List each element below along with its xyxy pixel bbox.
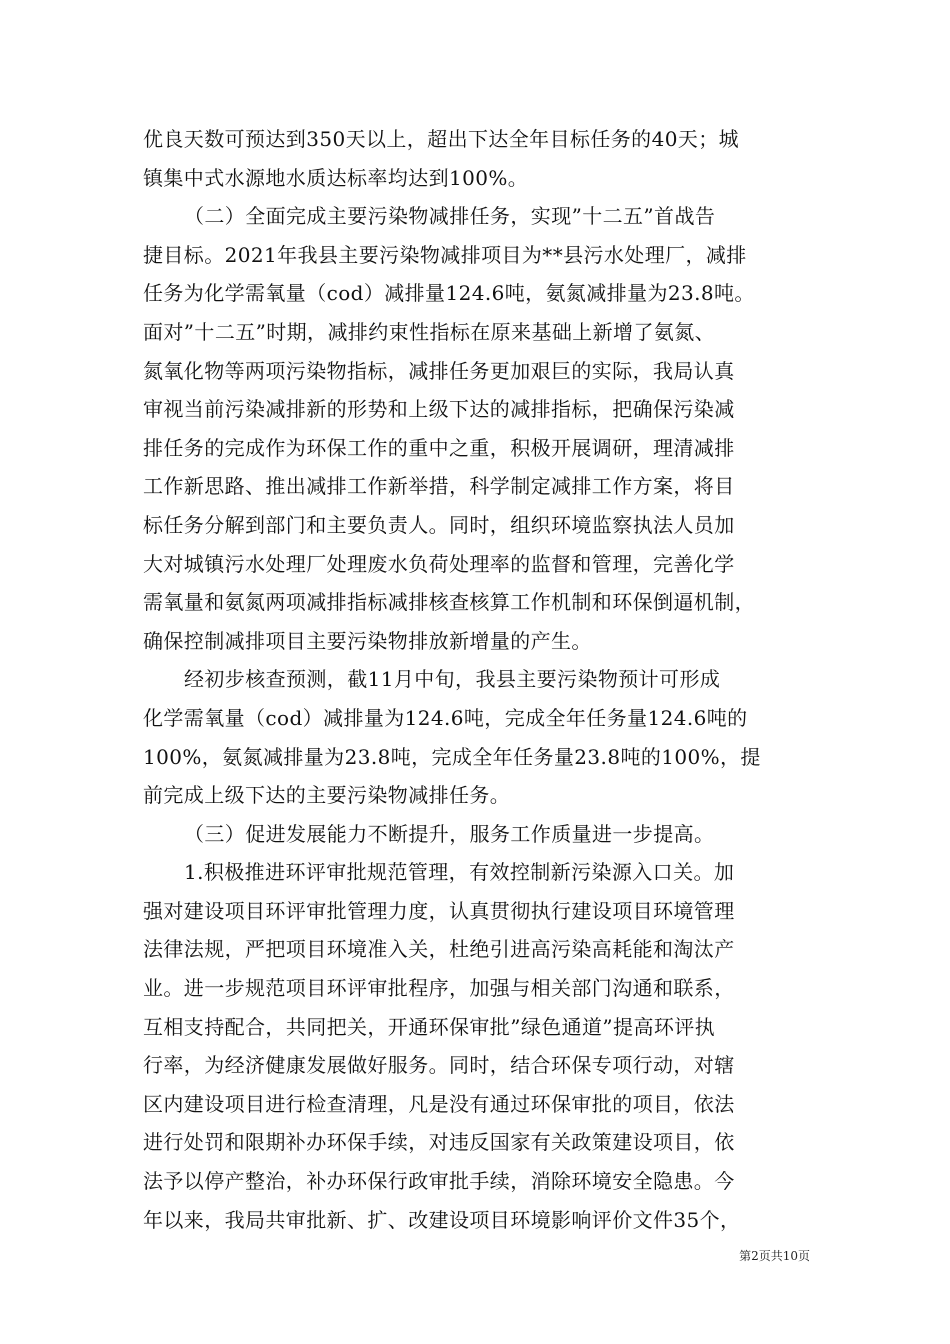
text-line: 工作新思路、推出减排工作新举措，科学制定减排工作方案，将目 bbox=[143, 474, 735, 499]
text-line: 氮氧化物等两项污染物指标，减排任务更加艰巨的实际，我局认真 bbox=[143, 358, 735, 383]
text-line: 排任务的完成作为环保工作的重中之重，积极开展调研，理清减排 bbox=[143, 435, 735, 460]
text-line: 确保控制减排项目主要污染物排放新增量的产生。 bbox=[143, 628, 592, 653]
text-line: 年以来，我局共审批新、扩、改建设项目环境影响评价文件35个， bbox=[143, 1207, 741, 1232]
text-line: 审视当前污染减排新的形势和上级下达的减排指标，把确保污染减 bbox=[143, 397, 735, 422]
text-line: 区内建设项目进行检查清理，凡是没有通过环保审批的项目，依法 bbox=[143, 1091, 735, 1116]
text-line: 100%，氨氮减排量为23.8吨，完成全年任务量23.8吨的100%，提 bbox=[143, 744, 761, 769]
text-line: （三）促进发展能力不断提升，服务工作质量进一步提高。 bbox=[184, 821, 715, 846]
text-line: 化学需氧量（cod）减排量为124.6吨，完成全年任务量124.6吨的 bbox=[143, 705, 748, 730]
text-line: 镇集中式水源地水质达标率均达到100%。 bbox=[143, 165, 529, 190]
text-line: 法予以停产整治，补办环保行政审批手续，消除环境安全隐患。今 bbox=[143, 1169, 735, 1194]
text-line: 进行处罚和限期补办环保手续，对违反国家有关政策建设项目，依 bbox=[143, 1130, 735, 1155]
document-body bbox=[143, 120, 811, 1239]
text-line: 前完成上级下达的主要污染物减排任务。 bbox=[143, 783, 511, 808]
text-line: 强对建设项目环评审批管理力度，认真贯彻执行建设项目环境管理 bbox=[143, 898, 735, 923]
text-line: 大对城镇污水处理厂处理废水负荷处理率的监督和管理，完善化学 bbox=[143, 551, 735, 576]
text-line: 1.积极推进环评审批规范管理，有效控制新污染源入口关。加 bbox=[184, 860, 735, 885]
text-line: 行率，为经济健康发展做好服务。同时，结合环保专项行动，对辖 bbox=[143, 1053, 735, 1078]
text-line: 面对”十二五”时期，减排约束性指标在原来基础上新增了氨氮、 bbox=[143, 319, 716, 344]
text-line: 经初步核查预测，截11月中旬，我县主要污染物预计可形成 bbox=[184, 667, 721, 692]
page-number: 第2页共10页 bbox=[739, 1249, 810, 1263]
text-line: 业。进一步规范项目环评审批程序，加强与相关部门沟通和联系， bbox=[143, 976, 735, 1001]
text-line: 任务为化学需氧量（cod）减排量124.6吨，氨氮减排量为23.8吨。 bbox=[143, 281, 755, 306]
text-line: 标任务分解到部门和主要负责人。同时，组织环境监察执法人员加 bbox=[143, 512, 735, 537]
text-line: 需氧量和氨氮两项减排指标减排核查核算工作机制和环保倒逼机制， bbox=[143, 590, 755, 615]
text-line: （二）全面完成主要污染物减排任务，实现”十二五”首战告 bbox=[184, 204, 716, 229]
text-line: 捷目标。2021年我县主要污染物减排项目为**县污水处理厂，减排 bbox=[143, 242, 747, 267]
text-line: 优良天数可预达到350天以上，超出下达全年目标任务的40天；城 bbox=[143, 127, 740, 151]
text-line: 互相支持配合，共同把关，开通环保审批”绿色通道”提高环评执 bbox=[143, 1014, 716, 1039]
text-line: 法律法规，严把项目环境准入关，杜绝引进高污染高耗能和淘汰产 bbox=[143, 937, 735, 962]
